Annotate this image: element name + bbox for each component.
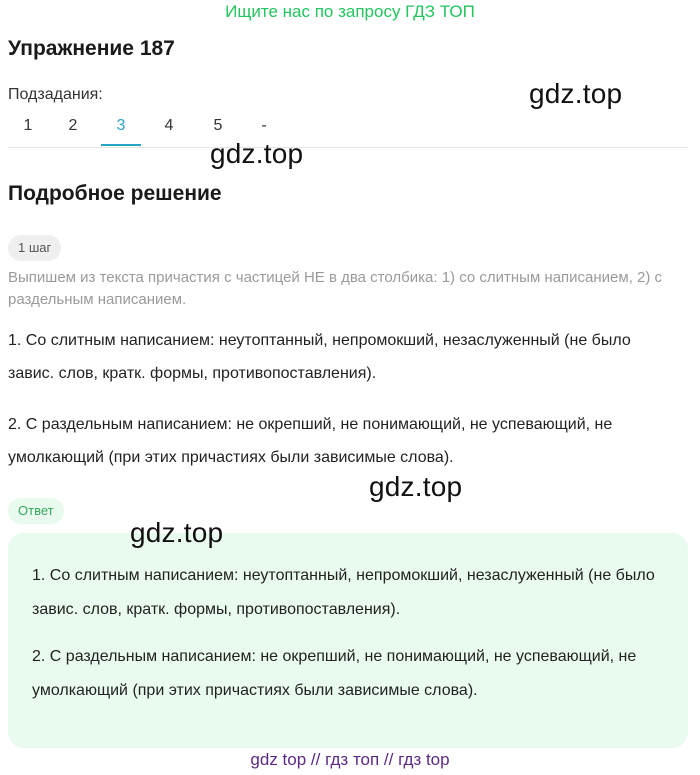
answer-badge: Ответ — [8, 498, 64, 524]
top-banner: Ищите нас по запросу ГДЗ ТОП — [225, 2, 475, 21]
answer-box — [8, 533, 688, 748]
tab-3[interactable]: 3 — [101, 113, 141, 146]
watermark: gdz.top — [210, 138, 304, 169]
footer-links[interactable]: gdz top // гдз топ // гдз top — [250, 750, 450, 769]
solution-paragraph: 1. Со слитным написанием: неутоптанный, непромокший, незаслуженный (не было завис. слов, кратк. формы, противопоставления). — [8, 332, 631, 382]
tab-5[interactable]: 5 — [213, 117, 223, 134]
page-title: Упражнение 187 — [8, 37, 175, 60]
solution-note: Выпишем из текста причастия с частицей НЕ в два столбика: 1) со слитным написанием, 2) с раздельным написанием. — [8, 269, 663, 308]
subtasks-label: Подзадания: — [8, 86, 103, 103]
tab-2[interactable]: 2 — [68, 117, 78, 134]
watermark: gdz.top — [130, 517, 224, 548]
tab-dash[interactable]: - — [261, 117, 267, 134]
answer-paragraph: 2. С раздельным написанием: не окрепший, не понимающий, не успевающий, не умолкающий (при этих причастиях были зависимые слова). — [32, 648, 637, 699]
watermark: gdz.top — [529, 78, 623, 109]
solution-heading: Подробное решение — [8, 182, 222, 205]
answer-paragraph: 1. Со слитным написанием: неутоптанный, непромокший, незаслуженный (не было завис. слов, кратк. формы, противопоставления). — [32, 567, 655, 618]
solution-paragraph: 2. С раздельным написанием: не окрепший, не понимающий, не успевающий, не умолкающий (при этих причастиях были зависимые слова). — [8, 416, 613, 466]
subtask-tabs — [8, 113, 688, 148]
tab-1[interactable]: 1 — [23, 117, 33, 134]
step-badge: 1 шаг — [8, 235, 61, 261]
watermark: gdz.top — [369, 471, 463, 502]
tab-4[interactable]: 4 — [164, 117, 174, 134]
